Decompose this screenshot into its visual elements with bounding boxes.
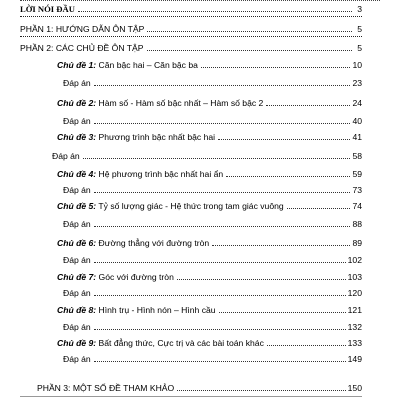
dot-leader	[147, 31, 352, 32]
toc-title-wrap	[57, 169, 223, 179]
toc-entry-topic-4[interactable]	[57, 165, 362, 179]
answer-label: Đáp án	[63, 354, 91, 364]
dot-leader	[94, 361, 346, 362]
toc-title-wrap	[57, 132, 215, 142]
toc-entry-topic-8[interactable]	[57, 301, 362, 315]
dot-leader	[177, 390, 345, 391]
toc-entry-phan-2[interactable]	[20, 39, 362, 53]
toc-title: PHẦN 3: MỘT SỐ ĐỀ THAM KHẢO	[37, 383, 175, 393]
toc-page-number: 5	[357, 43, 362, 53]
toc-page-number: 74	[352, 201, 362, 211]
dot-leader	[218, 139, 350, 140]
toc-page-number: 120	[347, 288, 362, 298]
toc-entry-answer-1[interactable]	[63, 74, 362, 88]
dot-leader	[94, 192, 351, 193]
answer-label: Đáp án	[63, 255, 91, 265]
dot-leader	[94, 295, 346, 296]
dot-leader	[94, 123, 351, 124]
toc-entry-topic-6[interactable]	[57, 234, 362, 248]
topic-label: Chủ đề 7:	[57, 272, 97, 282]
dot-leader	[94, 85, 351, 86]
dot-leader	[287, 208, 351, 209]
topic-label: Chủ đề 3:	[57, 132, 97, 142]
toc-entry-answer-2[interactable]	[63, 112, 362, 126]
toc-title-wrap	[57, 338, 264, 348]
toc-title-wrap	[57, 98, 263, 108]
toc-page-number: 58	[352, 151, 362, 161]
toc-entry-answer-4[interactable]	[63, 181, 362, 195]
dot-leader	[267, 345, 346, 346]
toc-title: Hình trụ - Hình nón – Hình cầu	[98, 305, 216, 315]
dot-leader	[212, 245, 350, 246]
toc-page-number: 133	[347, 338, 362, 348]
toc-entry-topic-1[interactable]	[57, 56, 362, 70]
toc-entry-topic-7[interactable]	[57, 268, 362, 282]
toc-page-number: 149	[347, 354, 362, 364]
toc-title: Đường thẳng với đường tròn	[98, 238, 210, 248]
toc-entry-topic-2[interactable]	[57, 94, 362, 108]
dot-leader	[78, 11, 352, 12]
toc-page-number: 10	[352, 60, 362, 70]
toc-entry-answer-6[interactable]	[63, 251, 362, 265]
topic-label: Chủ đề 5:	[57, 201, 97, 211]
toc-entry-answer-8[interactable]	[63, 318, 362, 332]
topic-label: Chủ đề 8:	[57, 305, 97, 315]
answer-label: Đáp án	[63, 185, 91, 195]
dot-leader	[147, 50, 352, 51]
toc-entry-loi-noi-dau[interactable]	[20, 0, 362, 14]
divider	[20, 16, 362, 17]
dot-leader	[83, 158, 351, 159]
dot-leader	[219, 312, 346, 313]
toc-title-wrap	[57, 201, 284, 211]
toc-entry-answer-3[interactable]	[52, 147, 362, 161]
toc-title: LỜI NÓI ĐẦU	[20, 4, 75, 14]
dot-leader	[266, 105, 350, 106]
answer-label: Đáp án	[63, 322, 91, 332]
toc-entry-answer-7[interactable]	[63, 284, 362, 298]
toc-entry-answer-9[interactable]	[63, 350, 362, 364]
toc-page-number: 121	[347, 305, 362, 315]
toc-title: Tỷ số lượng giác - Hệ thức trong tam giác vuông	[98, 201, 284, 211]
toc-title: Phương trình bậc nhất bậc hai	[98, 132, 216, 142]
toc-title-wrap	[57, 60, 198, 70]
dot-leader	[94, 262, 346, 263]
toc-page-number: 5	[357, 24, 362, 34]
dot-leader	[201, 67, 351, 68]
toc-title-wrap	[57, 305, 216, 315]
toc-page-number: 3	[357, 4, 362, 14]
toc-entry-phan-1[interactable]	[20, 20, 362, 34]
toc-page-number: 89	[352, 238, 362, 248]
toc-title: Căn bậc hai – Căn bậc ba	[98, 60, 198, 70]
toc-title: Hệ phương trình bậc nhất hai ẩn	[98, 169, 224, 179]
toc-page-number: 24	[352, 98, 362, 108]
toc-title: PHẦN 2: CÁC CHỦ ĐỀ ÔN TẬP	[20, 43, 144, 53]
toc-page-number: 102	[347, 255, 362, 265]
toc-title: Góc với đường tròn	[98, 272, 174, 282]
topic-label: Chủ đề 9:	[57, 338, 97, 348]
answer-label: Đáp án	[52, 151, 80, 161]
toc-entry-phan-3[interactable]	[37, 379, 362, 393]
topic-label: Chủ đề 2:	[57, 98, 97, 108]
toc-entry-topic-9[interactable]	[57, 334, 362, 348]
dot-leader	[94, 329, 346, 330]
toc-page-number: 59	[352, 169, 362, 179]
answer-label: Đáp án	[63, 116, 91, 126]
dot-leader	[177, 279, 346, 280]
toc-page-number: 23	[352, 78, 362, 88]
divider	[20, 36, 362, 37]
topic-label: Chủ đề 1:	[57, 60, 97, 70]
toc-page-number: 150	[347, 383, 362, 393]
answer-label: Đáp án	[63, 288, 91, 298]
dot-leader	[226, 176, 350, 177]
dot-leader	[94, 226, 351, 227]
toc-page-number: 41	[352, 132, 362, 142]
toc-page-number: 40	[352, 116, 362, 126]
toc-entry-answer-5[interactable]	[63, 215, 362, 229]
toc-title-wrap	[57, 272, 174, 282]
toc-entry-topic-5[interactable]	[57, 197, 362, 211]
toc-page-number: 88	[352, 219, 362, 229]
topic-label: Chủ đề 4:	[57, 169, 97, 179]
toc-title-wrap	[57, 238, 209, 248]
answer-label: Đáp án	[63, 219, 91, 229]
toc-page-number: 103	[347, 272, 362, 282]
toc-entry-topic-3[interactable]	[57, 128, 362, 142]
bottom-divider	[20, 396, 362, 397]
topic-label: Chủ đề 6:	[57, 238, 97, 248]
answer-label: Đáp án	[63, 78, 91, 88]
toc-title: Bất đẳng thức, Cực trị và các bài toán khác	[98, 338, 264, 348]
toc-title: PHẦN 1: HƯỚNG DẪN ÔN TẬP	[20, 24, 145, 34]
toc-page-number: 73	[352, 185, 362, 195]
toc-title: Hàm số - Hàm số bậc nhất – Hàm số bậc 2	[98, 98, 264, 108]
toc-page-number: 132	[347, 322, 362, 332]
